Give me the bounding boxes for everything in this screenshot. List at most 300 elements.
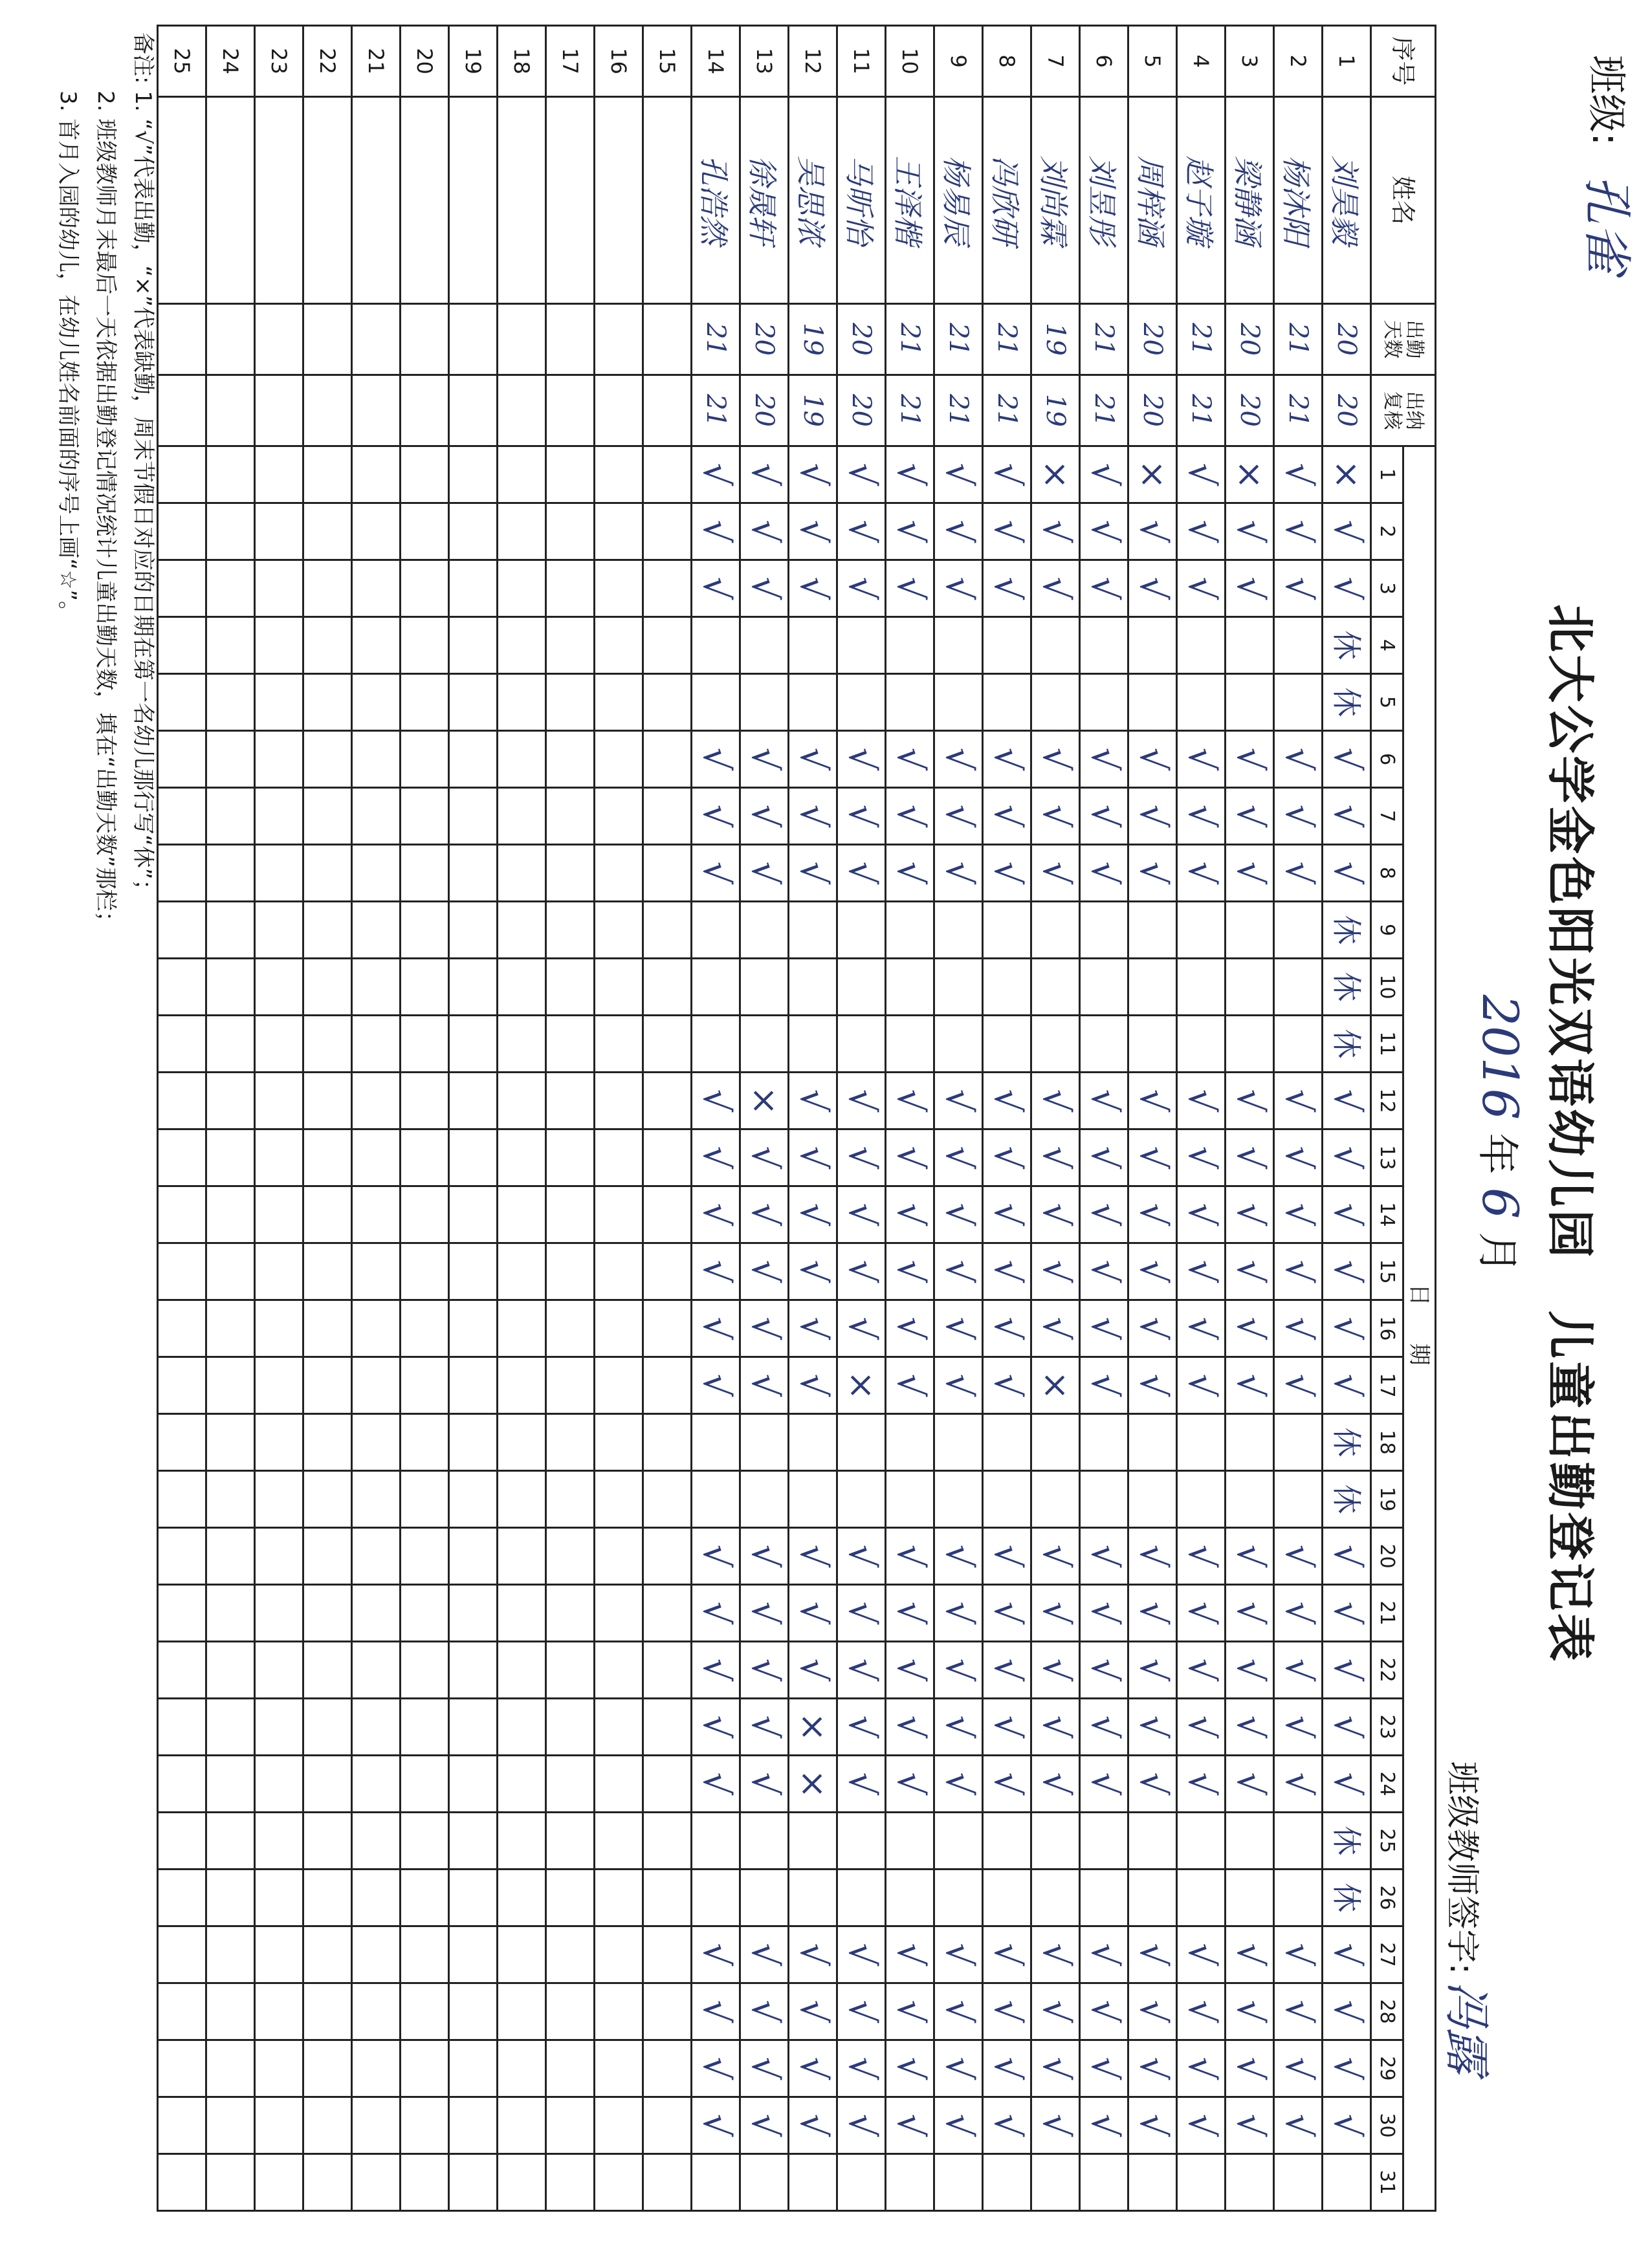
attendance-mark bbox=[303, 1926, 352, 1983]
attendance-mark bbox=[352, 788, 401, 845]
attendance-mark bbox=[498, 446, 546, 503]
attendance-mark bbox=[303, 2154, 352, 2211]
attendance-mark: √ bbox=[1274, 1300, 1323, 1357]
attendance-mark: √ bbox=[1080, 2040, 1128, 2097]
attendance-mark bbox=[498, 1642, 546, 1699]
review-cell: 20 bbox=[1226, 375, 1274, 446]
attendance-mark: √ bbox=[1080, 503, 1128, 560]
attendance-mark bbox=[789, 1414, 837, 1471]
attendance-mark: √ bbox=[837, 1642, 886, 1699]
attendance-mark bbox=[692, 959, 740, 1016]
attendance-mark bbox=[255, 674, 303, 731]
attendance-mark bbox=[352, 1813, 401, 1870]
attendance-mark bbox=[401, 2040, 449, 2097]
attendance-mark: √ bbox=[983, 1357, 1031, 1414]
attendance-mark bbox=[206, 1186, 255, 1243]
seq-cell: 4 bbox=[1177, 26, 1226, 97]
attendance-mark: √ bbox=[886, 1357, 934, 1414]
attendance-mark: √ bbox=[740, 446, 789, 503]
attendance-mark bbox=[401, 617, 449, 674]
attendance-mark bbox=[643, 1870, 692, 1926]
attendance-mark bbox=[546, 1016, 595, 1073]
attendance-mark bbox=[206, 959, 255, 1016]
child-name-cell: 赵子璇 bbox=[1177, 97, 1226, 304]
attendance-mark bbox=[401, 1073, 449, 1129]
attendance-mark: √ bbox=[789, 1243, 837, 1300]
attendance-mark: √ bbox=[983, 1926, 1031, 1983]
review-header: 出纳 复核 bbox=[1371, 375, 1436, 446]
date-header: 31 bbox=[1371, 2154, 1403, 2211]
table-row bbox=[983, 26, 1031, 2211]
attendance-mark bbox=[595, 2154, 643, 2211]
attendance-mark: √ bbox=[1226, 1300, 1274, 1357]
attendance-mark bbox=[595, 1926, 643, 1983]
attendance-mark bbox=[983, 902, 1031, 959]
attendance-mark bbox=[546, 617, 595, 674]
attendance-mark: √ bbox=[1128, 1926, 1177, 1983]
attendance-mark: √ bbox=[934, 1300, 983, 1357]
attendance-mark: √ bbox=[1080, 1699, 1128, 1756]
attendance-days-cell: 21 bbox=[1080, 304, 1128, 375]
attendance-mark: √ bbox=[789, 560, 837, 617]
attendance-days-cell bbox=[255, 304, 303, 375]
attendance-mark: √ bbox=[886, 1300, 934, 1357]
attendance-mark: 休 bbox=[1323, 617, 1371, 674]
attendance-mark bbox=[158, 1016, 206, 1073]
attendance-mark bbox=[643, 1186, 692, 1243]
attendance-mark: √ bbox=[886, 1983, 934, 2040]
attendance-mark bbox=[983, 617, 1031, 674]
review-cell: 21 bbox=[1177, 375, 1226, 446]
attendance-mark: √ bbox=[1177, 1243, 1226, 1300]
attendance-mark: √ bbox=[789, 1186, 837, 1243]
attendance-mark: √ bbox=[1274, 1528, 1323, 1585]
attendance-mark: √ bbox=[692, 1129, 740, 1186]
attendance-mark bbox=[740, 2154, 789, 2211]
attendance-mark: √ bbox=[1031, 2097, 1080, 2154]
date-header: 16 bbox=[1371, 1300, 1403, 1357]
attendance-mark bbox=[983, 1414, 1031, 1471]
attendance-mark bbox=[255, 1642, 303, 1699]
attendance-mark bbox=[401, 674, 449, 731]
table-row bbox=[449, 26, 498, 2211]
child-name-cell: 马昕怡 bbox=[837, 97, 886, 304]
attendance-mark: √ bbox=[983, 788, 1031, 845]
child-name-cell: 杨沐阳 bbox=[1274, 97, 1323, 304]
review-cell bbox=[643, 375, 692, 446]
attendance-mark bbox=[595, 788, 643, 845]
attendance-mark: 休 bbox=[1323, 1471, 1371, 1528]
seq-cell: 12 bbox=[789, 26, 837, 97]
table-row bbox=[692, 26, 740, 2211]
attendance-mark: √ bbox=[1323, 1129, 1371, 1186]
attendance-mark: √ bbox=[1128, 731, 1177, 788]
attendance-mark: √ bbox=[886, 1186, 934, 1243]
attendance-mark: √ bbox=[1323, 1983, 1371, 2040]
attendance-mark bbox=[789, 1813, 837, 1870]
attendance-mark: √ bbox=[740, 788, 789, 845]
date-header: 12 bbox=[1371, 1073, 1403, 1129]
attendance-mark bbox=[158, 959, 206, 1016]
attendance-mark bbox=[595, 2040, 643, 2097]
attendance-mark bbox=[1177, 617, 1226, 674]
date-header: 13 bbox=[1371, 1129, 1403, 1186]
attendance-mark: √ bbox=[1128, 1186, 1177, 1243]
attendance-mark bbox=[303, 1813, 352, 1870]
attendance-mark bbox=[255, 1357, 303, 1414]
attendance-mark bbox=[449, 902, 498, 959]
attendance-mark: √ bbox=[1274, 1129, 1323, 1186]
date-header: 22 bbox=[1371, 1642, 1403, 1699]
attendance-mark bbox=[886, 959, 934, 1016]
attendance-mark bbox=[643, 617, 692, 674]
attendance-mark bbox=[692, 617, 740, 674]
attendance-mark bbox=[303, 1528, 352, 1585]
attendance-mark bbox=[255, 1243, 303, 1300]
attendance-mark: √ bbox=[1274, 1243, 1323, 1300]
attendance-mark bbox=[1226, 1016, 1274, 1073]
attendance-mark: √ bbox=[1274, 503, 1323, 560]
attendance-mark bbox=[886, 1471, 934, 1528]
teacher-signature bbox=[1437, 1761, 1504, 2074]
attendance-mark: √ bbox=[1080, 788, 1128, 845]
attendance-mark bbox=[595, 674, 643, 731]
attendance-mark: √ bbox=[789, 845, 837, 902]
attendance-mark bbox=[401, 1926, 449, 1983]
attendance-mark: √ bbox=[1031, 1756, 1080, 1813]
attendance-mark: √ bbox=[1226, 1642, 1274, 1699]
teacher-signature-value: 冯露 bbox=[1440, 1980, 1494, 2074]
attendance-mark bbox=[546, 1243, 595, 1300]
attendance-mark bbox=[643, 1243, 692, 1300]
attendance-mark: √ bbox=[1031, 503, 1080, 560]
attendance-mark: √ bbox=[1274, 1642, 1323, 1699]
attendance-mark: √ bbox=[692, 1642, 740, 1699]
attendance-mark bbox=[449, 1073, 498, 1129]
attendance-mark bbox=[1274, 674, 1323, 731]
attendance-mark bbox=[546, 1471, 595, 1528]
page-title: 北大公学金色阳光双语幼儿园 儿童出勤登记表 bbox=[1542, 604, 1598, 1664]
child-name-cell bbox=[546, 97, 595, 304]
attendance-mark bbox=[1031, 1870, 1080, 1926]
attendance-mark bbox=[303, 446, 352, 503]
attendance-mark bbox=[1323, 2154, 1371, 2211]
attendance-mark bbox=[352, 446, 401, 503]
attendance-mark bbox=[789, 1016, 837, 1073]
attendance-mark bbox=[1226, 2154, 1274, 2211]
attendance-mark bbox=[255, 845, 303, 902]
attendance-mark: √ bbox=[837, 1983, 886, 2040]
attendance-mark bbox=[643, 845, 692, 902]
attendance-mark: √ bbox=[837, 1243, 886, 1300]
attendance-mark: √ bbox=[1177, 1300, 1226, 1357]
attendance-mark bbox=[643, 560, 692, 617]
attendance-mark bbox=[643, 1585, 692, 1642]
attendance-mark: √ bbox=[789, 1926, 837, 1983]
attendance-mark bbox=[206, 1983, 255, 2040]
attendance-mark: √ bbox=[1031, 1243, 1080, 1300]
attendance-mark bbox=[1080, 902, 1128, 959]
attendance-mark bbox=[158, 2097, 206, 2154]
seq-cell: 16 bbox=[595, 26, 643, 97]
review-cell bbox=[449, 375, 498, 446]
date-header: 23 bbox=[1371, 1699, 1403, 1756]
attendance-mark: √ bbox=[886, 731, 934, 788]
attendance-mark: √ bbox=[1226, 1186, 1274, 1243]
attendance-mark bbox=[595, 731, 643, 788]
date-header: 11 bbox=[1371, 1016, 1403, 1073]
date-header: 29 bbox=[1371, 2040, 1403, 2097]
attendance-mark bbox=[643, 2040, 692, 2097]
attendance-mark bbox=[789, 1870, 837, 1926]
attendance-mark bbox=[255, 1414, 303, 1471]
attendance-mark: √ bbox=[886, 1073, 934, 1129]
attendance-mark: √ bbox=[1177, 731, 1226, 788]
attendance-mark bbox=[158, 902, 206, 959]
date-header: 30 bbox=[1371, 2097, 1403, 2154]
attendance-mark: √ bbox=[740, 1983, 789, 2040]
attendance-mark bbox=[643, 2097, 692, 2154]
attendance-mark bbox=[934, 959, 983, 1016]
attendance-mark: √ bbox=[837, 731, 886, 788]
attendance-mark bbox=[546, 1585, 595, 1642]
table-row bbox=[1274, 26, 1323, 2211]
attendance-mark bbox=[206, 503, 255, 560]
table-row bbox=[498, 26, 546, 2211]
review-cell: 21 bbox=[983, 375, 1031, 446]
attendance-mark bbox=[595, 1983, 643, 2040]
date-header: 8 bbox=[1371, 845, 1403, 902]
table-row bbox=[789, 26, 837, 2211]
attendance-mark bbox=[740, 1471, 789, 1528]
attendance-mark bbox=[352, 560, 401, 617]
attendance-mark: √ bbox=[837, 503, 886, 560]
attendance-mark: √ bbox=[1080, 1073, 1128, 1129]
attendance-mark: √ bbox=[934, 1528, 983, 1585]
attendance-mark bbox=[934, 1813, 983, 1870]
attendance-mark bbox=[158, 731, 206, 788]
attendance-mark bbox=[206, 560, 255, 617]
attendance-mark bbox=[934, 617, 983, 674]
attendance-mark bbox=[740, 959, 789, 1016]
attendance-mark bbox=[1226, 617, 1274, 674]
attendance-mark bbox=[158, 1983, 206, 2040]
attendance-mark bbox=[595, 845, 643, 902]
attendance-mark bbox=[303, 1129, 352, 1186]
attendance-mark bbox=[1226, 902, 1274, 959]
seq-cell: 19 bbox=[449, 26, 498, 97]
attendance-mark bbox=[886, 1870, 934, 1926]
attendance-days-cell: 21 bbox=[934, 304, 983, 375]
attendance-mark: √ bbox=[1031, 1699, 1080, 1756]
attendance-mark bbox=[255, 2040, 303, 2097]
attendance-mark: 休 bbox=[1323, 1016, 1371, 1073]
attendance-mark bbox=[498, 1699, 546, 1756]
attendance-mark bbox=[449, 674, 498, 731]
attendance-mark bbox=[546, 1983, 595, 2040]
attendance-mark bbox=[789, 959, 837, 1016]
attendance-mark: √ bbox=[1177, 1528, 1226, 1585]
attendance-mark: √ bbox=[983, 1756, 1031, 1813]
attendance-mark bbox=[740, 1414, 789, 1471]
attendance-mark bbox=[886, 674, 934, 731]
attendance-mark bbox=[643, 788, 692, 845]
attendance-mark: √ bbox=[692, 1300, 740, 1357]
attendance-mark bbox=[1080, 1870, 1128, 1926]
attendance-mark bbox=[206, 902, 255, 959]
attendance-mark bbox=[1031, 902, 1080, 959]
attendance-mark bbox=[206, 731, 255, 788]
attendance-mark bbox=[158, 1073, 206, 1129]
attendance-mark: √ bbox=[837, 845, 886, 902]
attendance-mark bbox=[401, 1983, 449, 2040]
attendance-mark bbox=[1177, 1414, 1226, 1471]
attendance-mark bbox=[449, 959, 498, 1016]
date-header: 18 bbox=[1371, 1414, 1403, 1471]
date-header: 7 bbox=[1371, 788, 1403, 845]
attendance-mark: √ bbox=[1031, 1642, 1080, 1699]
attendance-mark bbox=[401, 1129, 449, 1186]
attendance-mark bbox=[158, 1813, 206, 1870]
attendance-mark: √ bbox=[1128, 1129, 1177, 1186]
attendance-mark bbox=[546, 2097, 595, 2154]
date-header: 6 bbox=[1371, 731, 1403, 788]
attendance-mark: √ bbox=[789, 1528, 837, 1585]
attendance-mark: √ bbox=[1226, 1243, 1274, 1300]
attendance-mark: √ bbox=[692, 1926, 740, 1983]
attendance-mark bbox=[255, 1186, 303, 1243]
attendance-mark bbox=[740, 1813, 789, 1870]
attendance-mark: √ bbox=[1323, 503, 1371, 560]
attendance-mark bbox=[401, 1642, 449, 1699]
review-cell bbox=[401, 375, 449, 446]
attendance-mark bbox=[983, 1813, 1031, 1870]
seq-cell: 9 bbox=[934, 26, 983, 97]
attendance-mark bbox=[158, 560, 206, 617]
seq-cell: 5 bbox=[1128, 26, 1177, 97]
attendance-mark bbox=[498, 845, 546, 902]
attendance-mark: √ bbox=[886, 446, 934, 503]
attendance-mark: √ bbox=[1177, 1983, 1226, 2040]
child-name-cell bbox=[206, 97, 255, 304]
attendance-mark bbox=[595, 902, 643, 959]
attendance-mark bbox=[498, 2040, 546, 2097]
attendance-mark bbox=[352, 731, 401, 788]
attendance-mark bbox=[546, 1528, 595, 1585]
attendance-mark: √ bbox=[983, 1300, 1031, 1357]
attendance-mark: √ bbox=[1226, 1129, 1274, 1186]
date-header: 21 bbox=[1371, 1585, 1403, 1642]
attendance-mark bbox=[498, 2154, 546, 2211]
attendance-mark bbox=[449, 1585, 498, 1642]
attendance-mark: √ bbox=[740, 1756, 789, 1813]
attendance-mark bbox=[303, 1414, 352, 1471]
attendance-mark bbox=[886, 1813, 934, 1870]
attendance-mark bbox=[546, 1357, 595, 1414]
attendance-mark bbox=[158, 1300, 206, 1357]
date-header: 15 bbox=[1371, 1243, 1403, 1300]
attendance-mark bbox=[643, 902, 692, 959]
attendance-mark: √ bbox=[983, 560, 1031, 617]
attendance-mark bbox=[449, 503, 498, 560]
attendance-mark bbox=[498, 1414, 546, 1471]
attendance-mark bbox=[206, 2040, 255, 2097]
attendance-mark bbox=[1274, 1870, 1323, 1926]
attendance-mark bbox=[837, 1471, 886, 1528]
attendance-mark bbox=[983, 1471, 1031, 1528]
attendance-mark bbox=[498, 503, 546, 560]
attendance-mark bbox=[255, 902, 303, 959]
attendance-mark bbox=[740, 1870, 789, 1926]
attendance-table-wrapper bbox=[157, 25, 1436, 2212]
attendance-mark bbox=[303, 1471, 352, 1528]
attendance-mark bbox=[740, 1016, 789, 1073]
attendance-mark bbox=[206, 1926, 255, 1983]
attendance-mark bbox=[401, 788, 449, 845]
attendance-mark: √ bbox=[1031, 845, 1080, 902]
attendance-mark: √ bbox=[1226, 560, 1274, 617]
attendance-mark bbox=[498, 1243, 546, 1300]
attendance-mark: √ bbox=[886, 1243, 934, 1300]
attendance-mark: √ bbox=[1226, 1528, 1274, 1585]
attendance-mark bbox=[255, 959, 303, 1016]
attendance-days-cell: 20 bbox=[740, 304, 789, 375]
attendance-mark: √ bbox=[837, 1129, 886, 1186]
attendance-mark: √ bbox=[1128, 1073, 1177, 1129]
attendance-days-cell bbox=[206, 304, 255, 375]
attendance-mark: √ bbox=[692, 1585, 740, 1642]
attendance-mark: √ bbox=[740, 1926, 789, 1983]
attendance-mark bbox=[1128, 617, 1177, 674]
attendance-mark bbox=[1177, 1471, 1226, 1528]
attendance-mark bbox=[1226, 959, 1274, 1016]
table-row bbox=[643, 26, 692, 2211]
attendance-mark bbox=[303, 1983, 352, 2040]
attendance-mark bbox=[643, 1699, 692, 1756]
attendance-mark: √ bbox=[1080, 1642, 1128, 1699]
attendance-mark: √ bbox=[1128, 2040, 1177, 2097]
attendance-mark bbox=[1274, 902, 1323, 959]
attendance-mark: √ bbox=[983, 1642, 1031, 1699]
attendance-mark: √ bbox=[789, 2097, 837, 2154]
attendance-mark bbox=[206, 1357, 255, 1414]
attendance-mark bbox=[449, 1243, 498, 1300]
attendance-days-cell bbox=[352, 304, 401, 375]
attendance-mark: √ bbox=[934, 446, 983, 503]
attendance-mark bbox=[1128, 902, 1177, 959]
attendance-mark: √ bbox=[837, 788, 886, 845]
attendance-mark: √ bbox=[1031, 1186, 1080, 1243]
attendance-mark bbox=[449, 560, 498, 617]
attendance-mark bbox=[1226, 1870, 1274, 1926]
attendance-mark bbox=[595, 1300, 643, 1357]
attendance-mark: √ bbox=[1323, 731, 1371, 788]
attendance-mark bbox=[983, 1016, 1031, 1073]
attendance-mark bbox=[692, 2154, 740, 2211]
attendance-mark bbox=[1128, 1016, 1177, 1073]
attendance-mark: √ bbox=[692, 2097, 740, 2154]
attendance-mark bbox=[303, 845, 352, 902]
attendance-days-cell bbox=[643, 304, 692, 375]
attendance-mark: √ bbox=[1274, 731, 1323, 788]
attendance-mark bbox=[983, 674, 1031, 731]
attendance-mark bbox=[595, 1243, 643, 1300]
attendance-mark: √ bbox=[934, 1073, 983, 1129]
attendance-mark bbox=[158, 2154, 206, 2211]
attendance-mark bbox=[158, 1926, 206, 1983]
attendance-mark bbox=[643, 1813, 692, 1870]
seq-cell: 23 bbox=[255, 26, 303, 97]
